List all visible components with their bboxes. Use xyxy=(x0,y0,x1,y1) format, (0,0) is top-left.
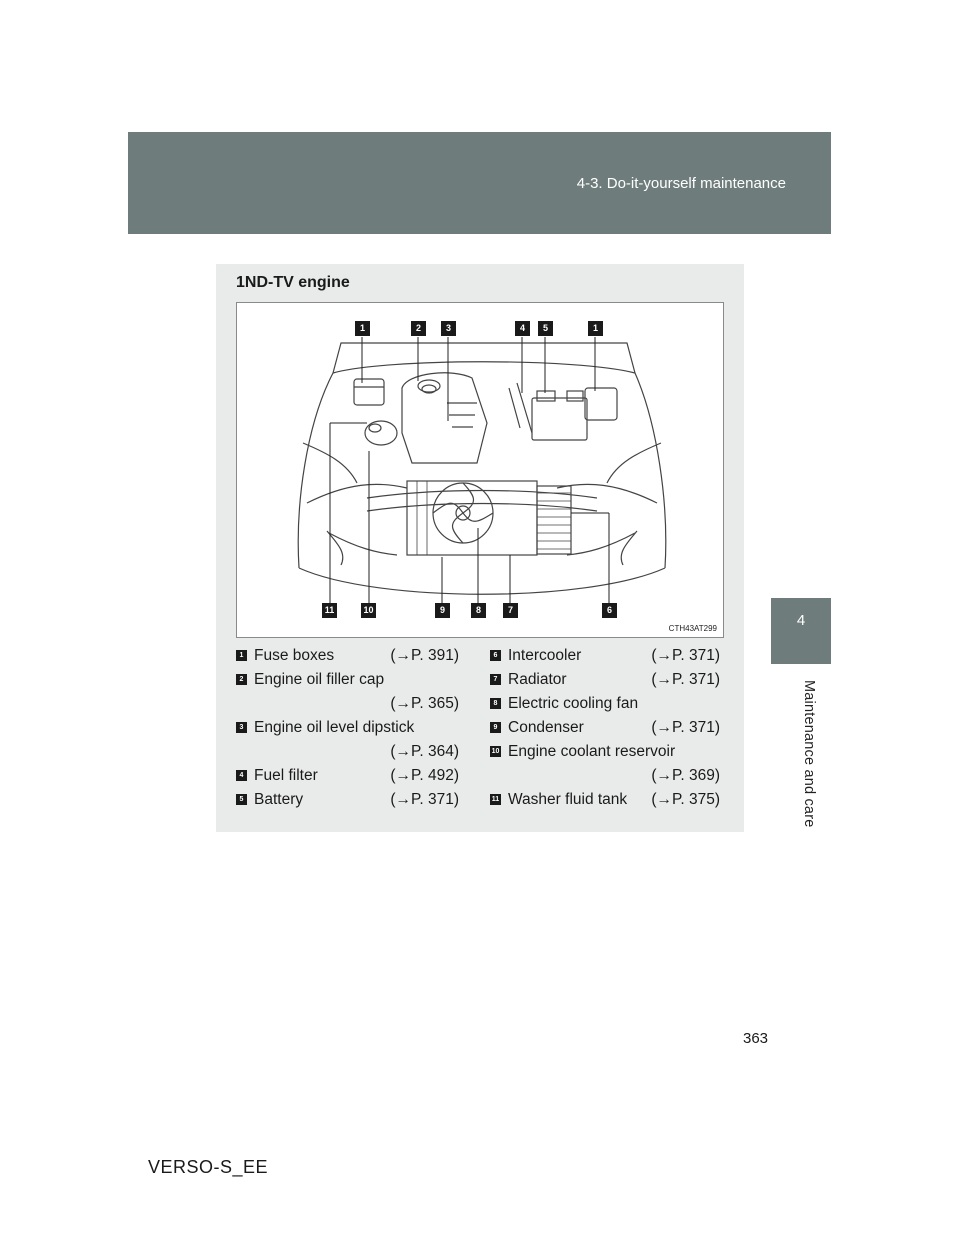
legend-label: Radiator xyxy=(508,671,567,688)
chapter-number: 4 xyxy=(796,612,806,629)
callout-9: 9 xyxy=(435,603,450,618)
legend-item-intercooler xyxy=(490,644,720,668)
legend-label: Battery xyxy=(254,791,304,808)
legend-item-fuel-filter xyxy=(236,764,464,788)
legend-number: 4 xyxy=(236,770,247,781)
callout-1b: 1 xyxy=(588,321,603,336)
header-band xyxy=(128,132,831,234)
legend-number: 11 xyxy=(491,796,500,803)
legend-label: Washer fluid tank xyxy=(508,791,628,808)
legend-ref: (→P. 375) xyxy=(651,791,720,808)
legend-label: Engine oil filler cap xyxy=(254,671,385,688)
legend-item-radiator xyxy=(490,668,720,692)
legend-ref: (→P. 364) xyxy=(390,743,459,760)
legend-ref: (→P. 391) xyxy=(390,647,459,664)
legend-number: 5 xyxy=(236,794,247,805)
panel-title: 1ND-TV engine xyxy=(236,274,350,291)
legend-label: Electric cooling fan xyxy=(508,695,639,712)
callout-11: 11 xyxy=(322,603,337,618)
legend-ref: (→P. 371) xyxy=(651,671,720,688)
legend-label: Engine oil level dipstick xyxy=(254,719,415,736)
callout-6: 6 xyxy=(602,603,617,618)
engine-drawing xyxy=(237,303,723,637)
callout-5: 5 xyxy=(538,321,553,336)
legend-ref: (→P. 371) xyxy=(651,719,720,736)
legend-label: Intercooler xyxy=(508,647,582,664)
callout-10: 10 xyxy=(361,603,376,618)
legend-item-fuse-boxes xyxy=(236,644,464,668)
callout-2: 2 xyxy=(411,321,426,336)
legend-ref: (→P. 371) xyxy=(390,791,459,808)
callout-4: 4 xyxy=(515,321,530,336)
legend-label: Condenser xyxy=(508,719,584,736)
legend-number: 10 xyxy=(491,748,500,755)
legend-number: 3 xyxy=(236,722,247,733)
legend-ref: (→P. 369) xyxy=(651,767,720,784)
legend-ref: (→P. 492) xyxy=(390,767,459,784)
engine-panel xyxy=(216,264,744,832)
legend-number: 8 xyxy=(490,698,501,709)
chapter-tab xyxy=(771,598,831,664)
chapter-title: Maintenance and care xyxy=(801,680,817,828)
figure-code: CTH43AT299 xyxy=(668,624,717,633)
footer-code: VERSO-S_EE xyxy=(148,1157,269,1177)
legend-number: 1 xyxy=(236,650,247,661)
legend-label: Fuel filter xyxy=(254,767,318,784)
legend-item-engine-oil-filler-cap xyxy=(236,668,464,716)
legend-item-engine-oil-dipstick xyxy=(236,716,464,764)
legend-item-battery xyxy=(236,788,464,812)
page-number: 363 xyxy=(743,1030,769,1047)
engine-compartment-illustration xyxy=(236,302,724,638)
legend-item-condenser xyxy=(490,716,720,740)
legend-number: 6 xyxy=(490,650,501,661)
legend-label: Fuse boxes xyxy=(254,647,335,664)
legend-number: 7 xyxy=(490,674,501,685)
legend-item-washer-fluid-tank xyxy=(490,788,720,812)
legend-item-coolant-reservoir xyxy=(490,740,720,788)
legend-number: 2 xyxy=(236,674,247,685)
callout-7: 7 xyxy=(503,603,518,618)
legend-ref: (→P. 371) xyxy=(651,647,720,664)
legend-ref: (→P. 365) xyxy=(390,695,459,712)
legend-label: Engine coolant reservoir xyxy=(508,743,676,760)
callout-3: 3 xyxy=(441,321,456,336)
legend-item-cooling-fan xyxy=(490,692,720,716)
callout-1: 1 xyxy=(355,321,370,336)
callout-8: 8 xyxy=(471,603,486,618)
section-title: 4-3. Do-it-yourself maintenance xyxy=(576,175,786,192)
legend-number: 9 xyxy=(490,722,501,733)
